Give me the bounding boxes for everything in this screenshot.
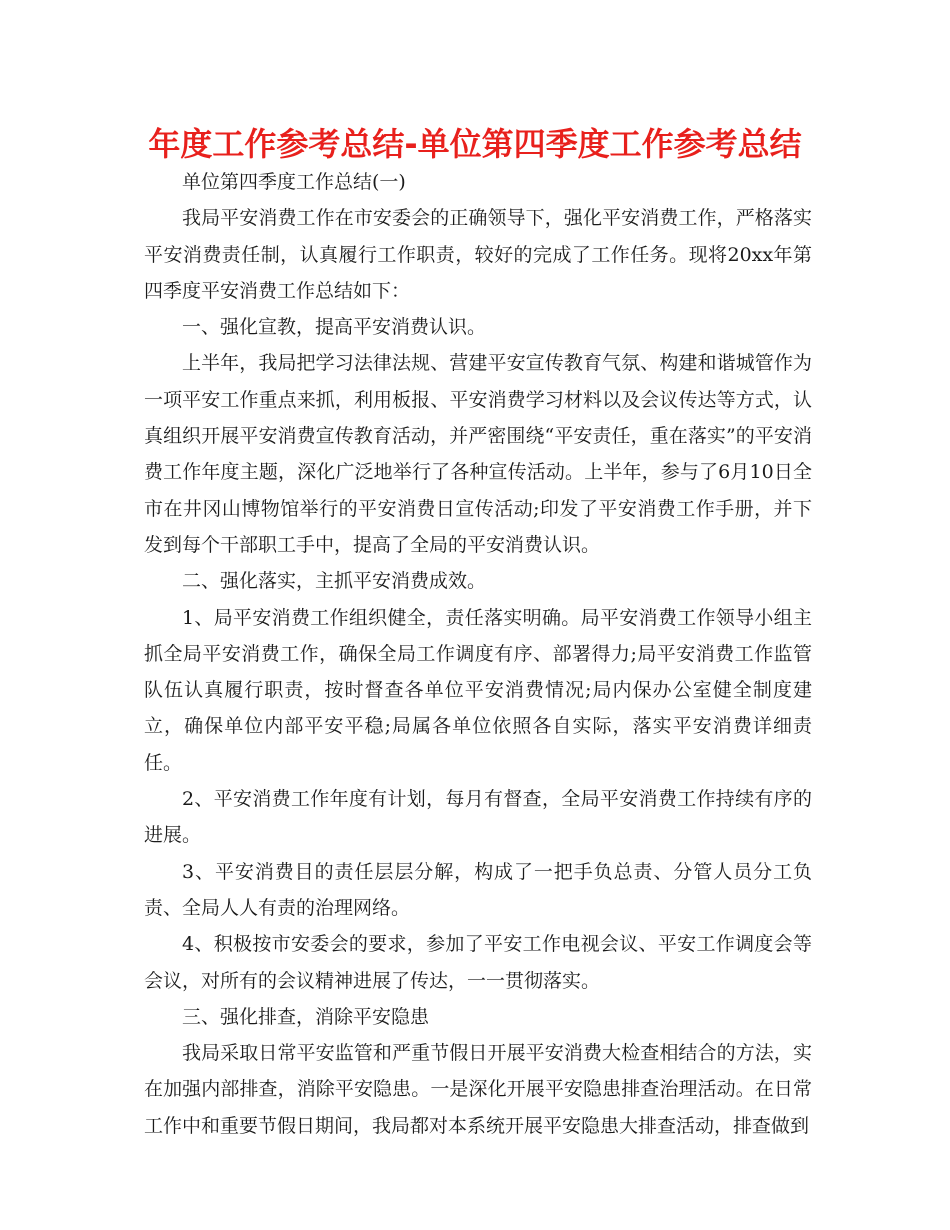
paragraph: 4、积极按市安委会的要求，参加了平安工作电视会议、平安工作调度会等会议，对所有的会议精神进展了传达，一一贯彻落实。 <box>144 933 812 992</box>
paragraph: 我局采取日常平安监管和严重节假日开展平安消费大检查相结合的方法，实在加强内部排查，消除平安隐患。一是深化开展平安隐患排查治理活动。在日常工作中和重要节假日期间，我局都对本系统开展平安隐患大排查活动，排查做到 <box>144 1042 812 1137</box>
document-title: 年度工作参考总结-单位第四季度工作参考总结 <box>148 125 802 163</box>
paragraph: 我局平安消费工作在市安委会的正确领导下，强化平安消费工作，严格落实平安消费责任制，认真履行工作职责，较好的完成了工作任务。现将20xx年第四季度平安消费工作总结如下： <box>144 207 812 302</box>
paragraph: 3、平安消费目的责任层层分解，构成了一把手负总责、分管人员分工负责、全局人人有责的治理网络。 <box>144 860 812 919</box>
section-heading: 三、强化排查，消除平安隐患 <box>182 1005 430 1028</box>
document-body <box>144 164 812 1144</box>
paragraph: 上半年，我局把学习法律法规、营建平安宣传教育气氛、构建和谐城管作为一项平安工作重点来抓，利用板报、平安消费学习材料以及会议传达等方式，认真组织开展平安消费宣传教育活动，并严密围绕“平安责任，重在落实”的平安消费工作年度主题，深化广泛地举行了各种宣传活动。上半年，参与了6月10日全市在井冈山博物馆举行的平安消费日宣传活动;印发了平安消费工作手册，并下发到每个干部职工手中，提高了全局的平安消费认识。 <box>144 352 812 556</box>
paragraph: 1、局平安消费工作组织健全，责任落实明确。局平安消费工作领导小组主抓全局平安消费工作，确保全局工作调度有序、部署得力;局平安消费工作监管队伍认真履行职责，按时督查各单位平安消费情况;局内保办公室健全制度建立，确保单位内部平安平稳;局属各单位依照各自实际，落实平安消费详细责任。 <box>144 606 812 774</box>
paragraph: 单位第四季度工作总结(一) <box>182 171 406 193</box>
section-heading: 一、强化宣教，提高平安消费认识。 <box>182 316 487 339</box>
paragraph: 2、平安消费工作年度有计划，每月有督查，全局平安消费工作持续有序的进展。 <box>144 788 812 847</box>
section-heading: 二、强化落实，主抓平安消费成效。 <box>182 570 487 593</box>
